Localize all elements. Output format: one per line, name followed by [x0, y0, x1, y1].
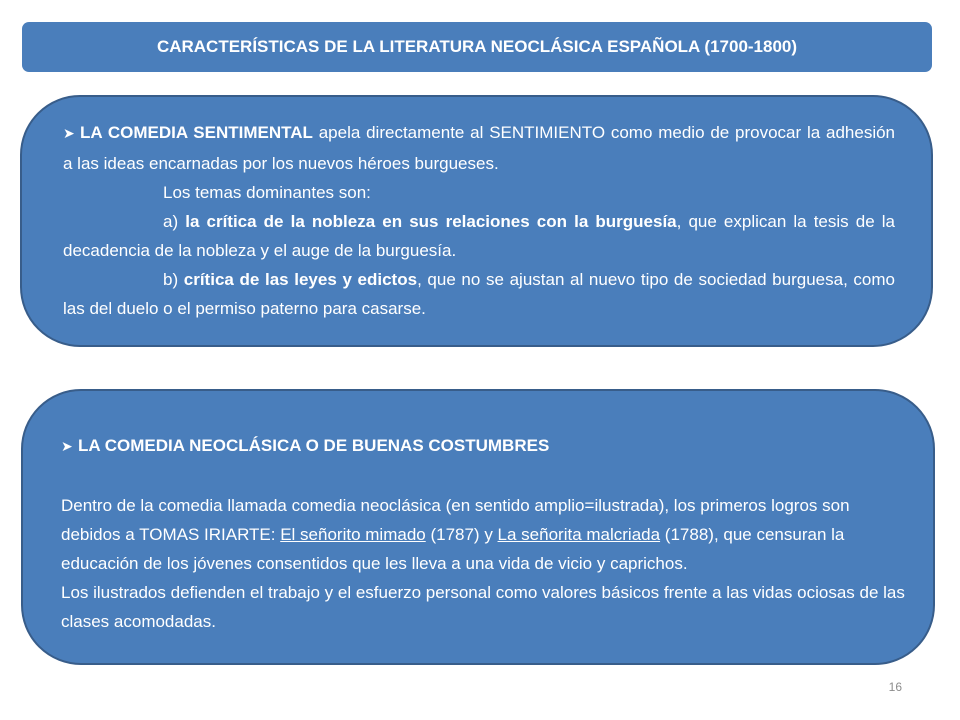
- item-a-prefix: a): [163, 212, 186, 231]
- section-heading: LA COMEDIA NEOCLÁSICA O DE BUENAS COSTUMBRES: [78, 436, 550, 455]
- p1-text-1: Dentro de la comedia llamada comedia neoclásica (en sentido amplio=ilustrada), los primeros logros son debidos a TOMAS IRIARTE:: [61, 496, 850, 544]
- comedia-sentimental-box: [20, 95, 933, 347]
- item-a: [63, 207, 895, 265]
- iriarte-paragraph: [61, 491, 913, 578]
- intro-text: apela directamente al SENTIMIENTO como medio de provocar la adhesión a las ideas encarnadas por los nuevos héroes burgueses.: [63, 123, 895, 173]
- item-a-text: , que explican la tesis de la decadencia de la nobleza y el auge de la burguesía.: [63, 212, 895, 260]
- slide-title: CARACTERÍSTICAS DE LA LITERATURA NEOCLÁSICA ESPAÑOLA (1700-1800): [156, 37, 798, 56]
- title-bar: [22, 22, 932, 72]
- spacer: [61, 462, 913, 491]
- temas-label: Los temas dominantes son:: [163, 183, 371, 202]
- item-b: [63, 265, 895, 323]
- p1-text-3: (1788), que censuran la educación de los jóvenes consentidos que les lleva a una vida de vicio y caprichos.: [61, 525, 845, 573]
- item-a-bold: la crítica de la nobleza en sus relaciones con la burguesía: [185, 212, 677, 231]
- work-title-2: La señorita malcriada: [497, 525, 661, 544]
- arrow-bullet-icon: ➤: [61, 439, 73, 455]
- p1-text-2: (1787) y: [425, 525, 498, 544]
- item-b-bold: crítica de las leyes y edictos: [183, 270, 418, 289]
- page-number: 16: [888, 680, 902, 694]
- section-heading-line: [61, 431, 913, 462]
- item-b-prefix: b): [163, 270, 184, 289]
- work-title-1: El señorito mimado: [280, 525, 426, 544]
- comedia-neoclasica-box: [21, 389, 935, 665]
- arrow-bullet-icon: ➤: [63, 126, 75, 142]
- item-b-text: , que no se ajustan al nuevo tipo de sociedad burguesa, como las del duelo o el permiso paterno para casarse.: [63, 270, 896, 318]
- intro-paragraph: [63, 118, 895, 178]
- ilustrados-paragraph: Los ilustrados defienden el trabajo y el esfuerzo personal como valores básicos frente a las vidas ociosas de las clases acomodadas.: [61, 583, 905, 631]
- section-heading: LA COMEDIA SENTIMENTAL: [80, 123, 313, 142]
